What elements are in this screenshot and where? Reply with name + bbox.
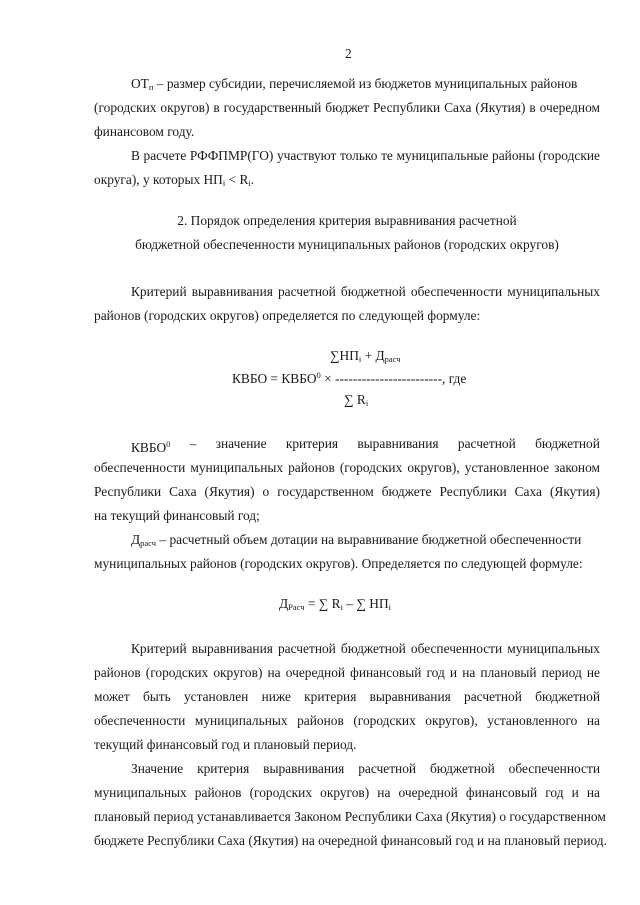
paragraph-line: Критерий выравнивания расчетной бюджетной обеспеченности муниципальных	[131, 284, 600, 299]
section-title: 2. Порядок определения критерия выравнивания расчетной	[177, 213, 517, 228]
page-number: 2	[345, 46, 352, 61]
formula-denominator: ∑ $R_i$	[344, 392, 369, 408]
paragraph-line: Критерий выравнивания расчетной бюджетной обеспеченности муниципальных	[131, 641, 600, 656]
definition-line: обеспеченности муниципальных районов (городских округов), установленное законом	[94, 460, 600, 475]
paragraph-line: муниципальных районов (городских округов) на очередной финансовый год и на	[94, 785, 600, 800]
paragraph-line: бюджете Республики Саха (Якутия) на очередной финансовый год и на плановый период.	[94, 833, 607, 848]
paragraph-text: – размер субсидии, перечисляемой из бюджетов муниципальных районов	[156, 76, 578, 91]
paragraph-line: обеспеченности муниципальных районов (городских округов), установленного на	[94, 713, 600, 728]
definition-line: муниципальных районов (городских округов). Определяется по следующей формуле:	[94, 556, 583, 571]
term-kvbo: КВБО$^0$	[131, 439, 171, 455]
definition-line: на текущий финансовый год;	[94, 508, 260, 523]
definition-line: Республики Саха (Якутия) о государственном бюджете Республики Саха (Якутия)	[94, 484, 600, 499]
paragraph-line: В расчете РФФПМР(ГО) участвуют только те муниципальные районы (городские	[131, 148, 600, 163]
paragraph-line: текущий финансовый год и плановый период.	[94, 737, 357, 752]
paragraph-line: может быть установлен ниже критерия выравнивания расчетной бюджетной	[94, 689, 600, 704]
paragraph-line: плановый период устанавливается Законом Республики Саха (Якутия) о государственном	[94, 809, 606, 824]
definition-line: КВБО$^0$ – значение критерия выравнивания расчетной бюджетной	[131, 436, 600, 455]
paragraph-line: округа), у которых $НП_i < R_i$.	[94, 172, 255, 188]
formula-main: КВБО = $КВБО^0$ × ------------------------, где	[232, 370, 467, 386]
paragraph-line	[131, 76, 600, 95]
formula-numerator: $\sum НП_i + Д_{расч}$	[330, 348, 401, 364]
term-d: $Д_{расч}$	[131, 532, 157, 548]
paragraph-line: районов (городских округов) на очередной финансовый год и на плановый период не	[94, 665, 600, 680]
paragraph-line: (городских округов) в государственный бюджет Республики Саха (Якутия) в очередном	[94, 100, 600, 115]
symbol-ot: $ОТ_п$	[131, 76, 154, 92]
paragraph-line: финансовом году.	[94, 124, 195, 139]
formula-d-rasch: $Д_{Расч}$ = ∑ $R_i$ – ∑ $НП_i$	[279, 596, 391, 612]
paragraph-line: Значение критерия выравнивания расчетной бюджетной обеспеченности	[131, 761, 600, 776]
section-title: бюджетной обеспеченности муниципальных районов (городских округов)	[135, 237, 559, 252]
definition-line: $Д_{расч}$ – расчетный объем дотации на выравнивание бюджетной обеспеченности	[131, 532, 582, 548]
paragraph-line: районов (городских округов) определяется по следующей формуле:	[94, 308, 481, 323]
